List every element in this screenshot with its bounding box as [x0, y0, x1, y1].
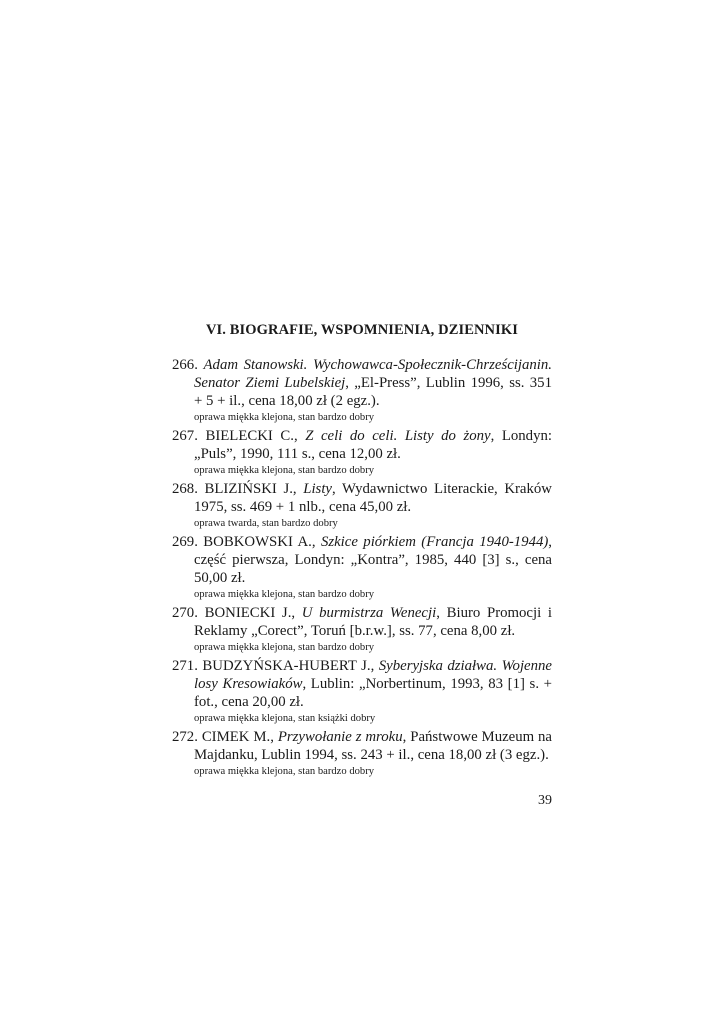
entry-author: BIELECKI C., [205, 428, 306, 444]
entry-author: BLIZIŃSKI J., [204, 481, 304, 497]
entry-text [172, 480, 552, 516]
entry-details: , Londyn: „Puls”, 1990, 111 s., cena 12,00 zł. [194, 428, 552, 462]
entry-text [172, 728, 552, 764]
entry-title: Listy [303, 481, 332, 497]
entry-number: 269. [172, 534, 198, 550]
entry-author: BOBKOWSKI A., [203, 534, 321, 550]
entry-details: , część pierwsza, Londyn: „Kontra”, 1985, 440 [3] s., cena 50,00 zł. [194, 534, 552, 586]
entry-title: Adam Stanowski. Wychowawca-Społecznik-Chrześcijanin. Senator Ziemi Lubelskiej [194, 357, 552, 391]
entry-title: Przywołanie z mroku [277, 729, 403, 745]
entry-number: 267. [172, 428, 198, 444]
catalog-entry [172, 427, 552, 479]
catalog-entry [172, 480, 552, 532]
entry-number: 270. [172, 605, 198, 621]
entry-number: 268. [172, 481, 198, 497]
entry-note: oprawa miękka klejona, stan bardzo dobry [194, 766, 375, 777]
catalog-entries [172, 356, 552, 781]
entry-author: BUDZYŃSKA-HUBERT J., [202, 658, 379, 674]
entry-number: 266. [172, 357, 198, 373]
entry-note: oprawa miękka klejona, stan bardzo dobry [194, 412, 375, 423]
catalog-entry [172, 533, 552, 603]
entry-title: Syberyjska działwa. Wojenne losy Kresowiaków [194, 658, 552, 692]
entry-text [172, 604, 552, 640]
entry-note: oprawa miękka klejona, stan bardzo dobry [194, 465, 375, 476]
entry-number: 272. [172, 729, 198, 745]
entry-title: U burmistrza Wenecji [301, 605, 437, 621]
entry-details: , „El-Press”, Lublin 1996, ss. 351 + 5 + il., cena 18,00 zł (2 egz.). [194, 375, 552, 409]
section-title: VI. BIOGRAFIE, WSPOMNIENIA, DZIENNIKI [205, 322, 518, 338]
entry-title: Z celi do celi. Listy do żony [305, 428, 491, 444]
catalog-entry [172, 604, 552, 656]
entry-details: , Państwowe Muzeum na Majdanku, Lublin 1994, ss. 243 + il., cena 18,00 zł (3 egz.). [194, 729, 552, 763]
entry-note: oprawa twarda, stan bardzo dobry [194, 518, 338, 529]
entry-title: Szkice piórkiem (Francja 1940-1944) [320, 534, 549, 550]
entry-text [172, 657, 552, 711]
entry-details: , Wydawnictwo Literackie, Kraków 1975, ss. 469 + 1 nlb., cena 45,00 zł. [194, 481, 552, 515]
catalog-entry [172, 356, 552, 426]
entry-text [172, 356, 552, 410]
entry-note: oprawa miękka klejona, stan bardzo dobry [194, 589, 375, 600]
entry-author: BONIECKI J., [204, 605, 302, 621]
catalog-entry [172, 728, 552, 780]
entry-details: , Lublin: „Norbertinum, 1993, 83 [1] s. + fot., cena 20,00 zł. [194, 676, 552, 710]
entry-note: oprawa miękka klejona, stan bardzo dobry [194, 642, 375, 653]
entry-number: 271. [172, 658, 198, 674]
entry-note: oprawa miękka klejona, stan książki dobry [194, 713, 376, 724]
entry-details: , Biuro Promocji i Reklamy „Corect”, Toruń [b.r.w.], ss. 77, cena 8,00 zł. [194, 605, 552, 639]
entry-author: CIMEK M., [201, 729, 278, 745]
catalog-entry [172, 657, 552, 727]
entry-text [172, 427, 552, 463]
page-number: 39 [538, 793, 552, 808]
entry-text [172, 533, 552, 587]
